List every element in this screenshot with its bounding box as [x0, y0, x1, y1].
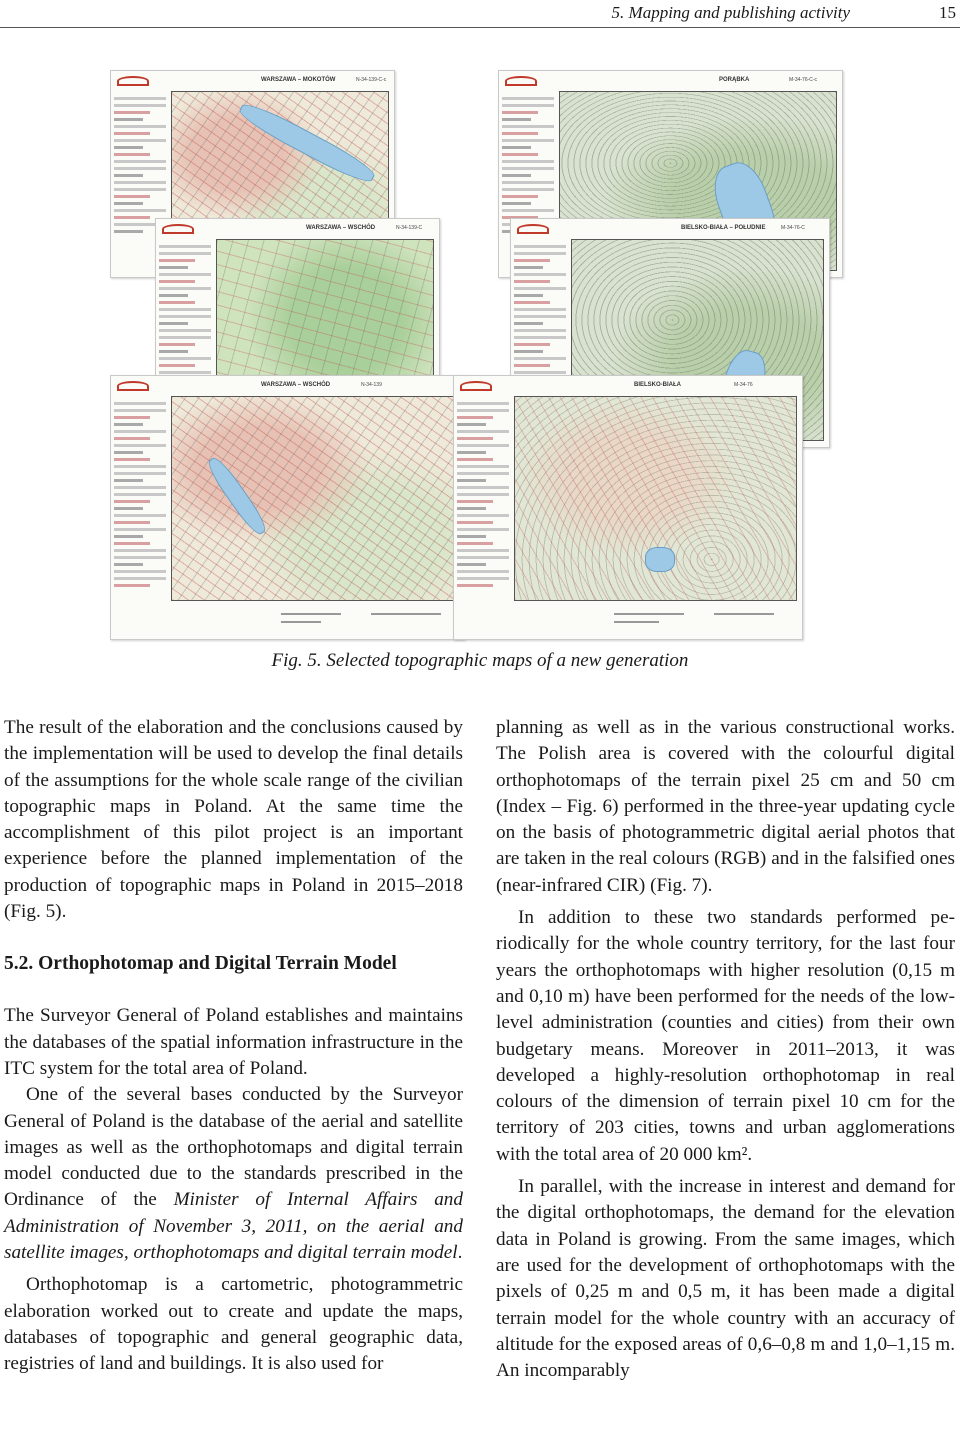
map-footer	[514, 607, 797, 633]
map-logo	[162, 224, 194, 234]
paragraph: Orthophotomap is a cartometric, photogrammetric elaboration worked out to create and update the maps, databases of topographic and general geographic data, registries of land and buildings. It is also used for	[4, 1274, 463, 1375]
map-logo	[505, 76, 537, 86]
section-heading: 5.2. Orthophotomap and Digital Terrain Model	[4, 953, 397, 975]
map-sheet-title: BIELSKO-BIAŁA – POŁUDNIE	[681, 225, 766, 231]
map-sheet-code: N-34-139	[361, 382, 382, 388]
map-footer	[171, 607, 459, 633]
map-sheet-title: BIELSKO-BIAŁA	[634, 382, 681, 388]
running-head	[0, 0, 960, 28]
map-sheet-title: WARSZAWA – WSCHÓD	[306, 225, 376, 231]
map-legend	[457, 398, 509, 633]
map-sheet-code: N-34-139-C-c	[356, 77, 387, 83]
map-logo	[117, 76, 149, 86]
paragraph-text: One of the several bases conducted by the Surveyor General of Poland is the database of the aerial and satellite images as well as the orthophotomaps and digital terrain model conducted due to the standards prescribed in the Ordinance of the	[4, 1084, 463, 1211]
figure-maps	[110, 70, 845, 640]
paragraph: planning as well as in the various constructional works. The Polish area is covered with the colourful digital orthophotomaps of the terrain pixel 25 cm and 50 cm (Index – Fig. 6) performed in the three-year updating cycle on the basis of photogrammetric digital aerial photos that are taken in the real colours (RGB) and in the falsified ones (near-infrared CIR) (Fig. 7).	[496, 717, 955, 896]
ordinance-title: Minister of Internal Affairs and Administration of November 3, 2011, on the aerial and satellite images, orthophotomaps and digital terrain model	[4, 1189, 463, 1264]
paragraph: In parallel, with the increase in interest and demand for the digital orthophotomaps, the demand for the elevation data in Poland is growing. From the same images, which are used for the development of orthophotomaps with the pixels of 0,25 m and 0,5 m, it has been made a digital terrain model for the whole country with an accuracy of altitude for the exposed areas of 0,6–0,8 m and 1,0–1,15 m. An incomparably	[496, 1176, 955, 1382]
figure-caption: Fig. 5. Selected topographic maps of a new generation	[271, 650, 689, 671]
map-river	[236, 98, 379, 188]
paragraph: In addition to these two standards performed periodically for the whole country territory, for the last four years the orthophotomaps with higher resolution (0,15 m and 0,10 m) have been performed for the needs of the low-level administration (counties and cities) from their own budgetary means. Moreover in 2011–2013, it was developed a highly-resolution orthophotomap in real colours of the dimension of terrain pixel 10 cm for the territory of 203 cities, towns and urban agglomerations with the total area of 20 000 km².	[496, 907, 955, 1165]
map-frame	[514, 396, 797, 601]
map-legend	[114, 398, 166, 633]
paragraph	[4, 1082, 463, 1266]
map-sheet-title: WARSZAWA – WSCHÓD	[261, 382, 331, 388]
paragraph: The Surveyor General of Poland establishes and maintains the databases of the spatial information infrastructure in the ITC system for the total area of Poland.	[4, 1005, 463, 1079]
paragraph: The result of the elaboration and the conclusions caused by the implementation will be used to develop the final details of the assumptions for the whole scale range of the civilian topographic maps in Poland. At the same time the accomplishment of this pilot project is an important experience before the planned implementation of the production of topographic maps in Poland in 2015–2018 (Fig. 5).	[4, 717, 463, 923]
left-column	[4, 715, 463, 1378]
page-number: 15	[939, 3, 956, 22]
map-river	[645, 547, 675, 572]
map-sheet-title: WARSZAWA – MOKOTÓW	[261, 77, 336, 83]
map-sheet-code: M-34-76-C-c	[789, 77, 818, 83]
map-frame	[171, 396, 459, 601]
map-sheet	[110, 375, 465, 640]
running-head-title: 5. Mapping and publishing activity	[611, 3, 850, 22]
map-logo	[517, 224, 549, 234]
paragraph-text: .	[457, 1242, 463, 1264]
map-river	[204, 454, 270, 538]
map-sheet-code: M-34-76	[734, 382, 753, 388]
map-logo	[460, 381, 492, 391]
map-sheet-title: PORĄBKA	[719, 77, 750, 83]
map-sheet	[453, 375, 803, 640]
map-logo	[117, 381, 149, 391]
right-column	[496, 715, 955, 1384]
map-sheet-code: N-34-139-C	[396, 225, 423, 231]
map-sheet-code: M-34-76-C	[781, 225, 805, 231]
